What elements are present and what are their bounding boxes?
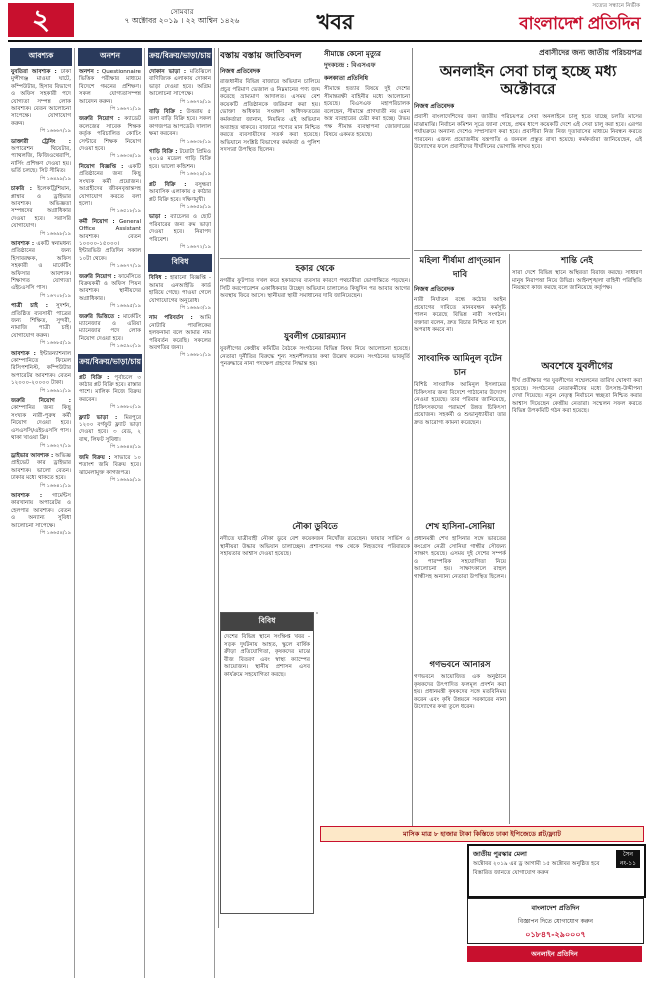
classified-ad (11, 493, 71, 537)
section-divider (414, 250, 642, 251)
news-story-mahila (414, 254, 506, 344)
news-story-jatibodol (220, 48, 320, 258)
ad-reference: পি ১৬৬৪১/১৯ (40, 482, 71, 489)
ad-text: আমি নোটারি পাবলিকের হলফনামা বলে আমার নাম পরিবর্তন করেছি। সকলের অবগতির জন্য। (149, 315, 211, 351)
story-body: প্রধানমন্ত্রী শেখ হাসিনার সঙ্গে ভারতের কংগ্রেস নেত্রী সোনিয়া গান্ধীর সৌজন্য সাক্ষাৎ হয়েছে। এসময় দুই দেশের সম্পর্ক ও পারস্পরিক সহযোগিতা নিয়ে আলোচনা হয়। সাক্ষাৎকালে রাহুল গান্ধীসহ অন্যান্য নেতারা উপস্থিত ছিলেন। (414, 536, 506, 580)
ad-lead: আবশ্যক : (11, 492, 43, 499)
ad-text: সাভারে ১০ শতাংশ জমি বিক্রয় হবে। ঝামেলামুক্ত কাগজপত্র। (79, 454, 142, 476)
ad-lead: আবশ্যক : (11, 240, 35, 247)
classified-ad (79, 314, 141, 351)
advertise-banner (467, 898, 644, 944)
banner-phone: ০১৮৪৭-২৯০০০৭ (525, 930, 586, 939)
classified-ad (149, 214, 211, 251)
column-divider (509, 254, 510, 824)
classified-ad (79, 116, 141, 160)
weekday: সোমবার (170, 8, 194, 16)
ad-reference: পি ১৬৬৯৯/১৯ (110, 476, 141, 483)
ad-lead: জরুরি নিয়োগ : (79, 273, 116, 280)
story-byline: নিজস্ব প্রতিবেদক (414, 103, 455, 110)
story-headline: শেখ হাসিনা-সোনিয়া (425, 522, 495, 532)
ad-reference: পি ১৬৬৮১/১৯ (180, 352, 211, 359)
news-story-hasina-sonia (414, 520, 506, 650)
ad-reference: পি ১৬৬৯৮/১৯ (40, 230, 71, 237)
newspaper-logo (470, 3, 642, 37)
column-divider (218, 48, 219, 928)
news-story-hawker (220, 262, 410, 322)
ad-lead: কর্মী নিয়োগ : (79, 218, 115, 225)
ad-reference: পি ১৬৬৮৫/১৯ (40, 340, 71, 347)
lottery-line: অক্টোবর ২০১৯ এর ড্র আগামী ১৫ অক্টোবর অনুষ্ঠিত হবে (473, 861, 600, 867)
column-heading: ক্রয়/বিক্রয়/ভাড়া/চায় (148, 48, 212, 66)
column-heading: আবশ্যক (10, 48, 72, 66)
ad-text: গার্মেন্টস কারখানায় অপারেটর ও হেলপার আবশ্যক। বেতন ও অন্যান্য সুবিধা আলোচনা সাপেক্ষে। (11, 492, 72, 529)
ad-text: ইন্টারন্যাশনাল কোম্পানিতে ফিমেল রিসিপশনিস্ট, কম্পিউটার অপারেটর আবশ্যক। বেতন ১২০০০-২০০০০ টাকা। (11, 350, 71, 387)
ad-reference: পি ১৬৬২৭/১৯ (40, 442, 71, 449)
banner-title: বাংলাদেশ প্রতিদিন (531, 904, 580, 912)
masthead (0, 0, 650, 40)
story-subheadline: দুদকচন্দ্র : বিএসএফ (324, 61, 376, 69)
story-headline: গণভবনে আনারস (429, 660, 491, 670)
ad-lead: আবশ্যক : (11, 350, 36, 357)
story-headline: সীমান্তে কেনো মৃত্যুর (324, 49, 381, 58)
ad-text: ইলেকট্রিশিয়ান, প্লাম্বার ও ড্রাইভার আবশ্যক। অভিজ্ঞতা সম্পন্নদের অগ্রাধিকার দেওয়া হবে। সরাসরি যোগাযোগ। (11, 186, 71, 230)
story-body: বিশিষ্ট সাংবাদিক আমিনুল ইসলামের চিকিৎসার জন্য বিদেশে পাঠানোর উদ্যোগ নেওয়া হয়েছে। তার পরিবার জানিয়েছে, চিকিৎসকদের পরামর্শে উন্নত চিকিৎসা প্রয়োজন। সহকর্মী ও শুভানুধ্যায়ীরা তার দ্রুত আরোগ্য কামনা করেছেন। (414, 382, 506, 426)
ad-text: ঢাকা মুন্সীগঞ্জ মাওয়া ঘাটে, কম্পিউটার, হিসাব বিভাগে ও অফিস সহকারী পদে যোগ্যতা সম্পন্ন লোক আবশ্যক। বেতন আলোচনা সাপেক্ষে। যোগাযোগ করুন। (11, 69, 72, 127)
ad-lead: যুবতিরা আবশ্যক : (11, 69, 57, 75)
ad-reference: পি ১৬৬৭১/১৯ (110, 106, 141, 113)
ad-reference: পি ১৬৬৫৪/১৯ (40, 529, 71, 536)
column-heading: অনশন (78, 48, 142, 66)
news-story-ganobhaban (414, 658, 506, 818)
ad-lead: জরুরি ভিত্তিতে : (79, 313, 120, 320)
story-body: নগরীর ফুটপাত দখল করে হকারদের ব্যবসার কারণে পথচারীরা ভোগান্তিতে পড়ছেন। সিটি করপোরেশন একাধিকবার উচ্ছেদ অভিযান চালালেও কিছুদিন পর আবার আগের অবস্থায় ফিরে আসে। স্থানীয়রা স্থায়ী সমাধানের দাবি জানিয়েছেন। (220, 278, 410, 300)
story-headline: নৌকা ডুবিতে (292, 522, 338, 532)
section-divider (220, 258, 410, 259)
ad-reference: পি ১৬৫৯০/১৯ (110, 343, 141, 350)
classified-column-3 (146, 48, 215, 978)
ad-list (76, 375, 144, 485)
ad-reference: পি ১৬৪৯৯/১৯ (40, 175, 71, 182)
ad-reference: পি ১৬৬৩৮/১৯ (180, 138, 211, 145)
ad-text: বসুন্ধরা আবাসিক এলাকায় ৫ কাঠার প্লট বিক্রি হবে। দক্ষিণমুখী। (149, 181, 212, 203)
box-heading: বিবিধ (221, 613, 313, 631)
section-title: খবর (316, 9, 354, 34)
ad-text: মার্কেটিং ম্যানেজার ও এরিয়া ম্যানেজার পদে লোক নিয়োগ দেওয়া হবে। (79, 313, 142, 342)
news-story-juboleague-finally (512, 360, 642, 820)
box-body: দেশের বিভিন্ন স্থানে সংক্ষিপ্ত খবর - সড়ক দুর্ঘটনায় আহত, স্কুলে বার্ষিক ক্রীড়া প্রতিযোগিতা, কৃষকদের মাঝে বীজ বিতরণ এবং স্বাস্থ্য ক্যাম্পের আয়োজন। স্থানীয় প্রশাসন এসব কার্যক্রমে সহযোগিতা করছে। (224, 634, 310, 678)
ad-lead: জমি বিক্রয় : (79, 454, 111, 461)
story-headline: মহিলা শীর্ষামা প্রাণ্তয়ান দাবি (419, 256, 501, 280)
classified-ad (149, 182, 211, 212)
ad-list (146, 275, 214, 359)
lottery-badge: সৈন নং-১১ (616, 850, 640, 868)
story-body: দীর্ঘ প্রতীক্ষার পর যুবলীগের সম্মেলনের তারিখ ঘোষণা করা হয়েছে। সংগঠনের নেতাকর্মীদের মধ্যে উৎসাহ-উদ্দীপনা দেখা দিয়েছে। নতুন নেতৃত্ব নির্বাচনে স্বচ্ছতা নিশ্চিত করার আশ্বাস দিয়েছেন কেন্দ্রীয় নেতারা। সম্মেলন সফল করতে বিভিন্ন উপকমিটি গঠন করা হয়েছে। (512, 378, 642, 415)
ad-reference: পি ১৬৬৭৯/১৯ (180, 98, 211, 105)
classified-ad (79, 219, 141, 271)
classified-ad (11, 186, 71, 238)
classified-ad (79, 455, 141, 485)
ad-text: একটি স্বনামধন্য প্রতিষ্ঠানের জন্য হিসাবরক্ষক, অফিস সহকারী ও মার্কেটিং অফিসার আবশ্যক। শিক্ষাগত যোগ্যতা এইচএসসি পাস। (11, 240, 72, 292)
ad-text: অপারেশন থিয়েটার, প্যাথলজি, ফিজিওথেরাপি, নার্সিং প্রশিক্ষণ দেওয়া হয়। ভর্তি চলছে। সিট সীমিত। (11, 146, 71, 175)
classified-column-1 (8, 48, 75, 978)
ad-lead: ফ্ল্যাট ভাড়া : (79, 414, 118, 421)
page-number: ২ (8, 3, 74, 37)
ad-text: মতিঝিলে বাণিজ্যিক এলাকায় দোকান ভাড়া দেওয়া হবে। অগ্রিম আলোচনা সাপেক্ষে। (149, 69, 211, 98)
ad-lead: ভাড়া : (149, 214, 167, 221)
news-main-story (414, 48, 642, 248)
classified-ad (149, 275, 211, 312)
ad-lead: ড্রাইভার আবশ্যক : (11, 452, 54, 459)
story-body: সীমান্তে হত্যার বিষয়ে দুই দেশের সীমান্তরক্ষী বাহিনীর মধ্যে আলোচনা হয়েছে। বিএসএফ মহাপরিচালক বলেছেন, সীমান্তে প্রাণঘাতী নয় এমন অস্ত্র ব্যবহারের চেষ্টা করা হচ্ছে। উভয় পক্ষ সীমান্ত ব্যবস্থাপনা জোরদারের বিষয়ে একমত হয়েছে। (324, 86, 410, 138)
classified-ad (79, 375, 141, 412)
ad-lead: নিয়োগ বিজ্ঞপ্তি : (79, 163, 124, 170)
column-subheading: বিবিধ (148, 254, 212, 272)
ad-list (146, 69, 214, 251)
ad-reference: পি ১৬৬৯৫/১৯ (110, 303, 141, 310)
ad-text: একটি প্রতিষ্ঠানের জন্য কিছু সংখ্যক কর্মী প্রয়োজন। আগ্রহীদের জীবনবৃত্তান্তসহ যোগাযোগ করতে বলা হলো। (79, 163, 142, 207)
ad-text: হারানো বিজ্ঞপ্তি - আমার এনআইডি কার্ড হারিয়ে গেছে। পাওয়া গেলে যোগাযোগের অনুরোধ। (149, 275, 212, 304)
ad-text: ফার্মেসিতে বিক্রয়কর্মী ও অফিস পিয়ন আবশ্যক। স্থানীয়দের অগ্রাধিকার। (79, 273, 141, 302)
ad-lead: নাম পরিবর্তন : (149, 315, 193, 322)
story-headline: সাংবাদিক আমিনুল বৃটেন চান (417, 354, 503, 378)
ad-reference: পি ১৬৬৭২/১৯ (180, 243, 211, 250)
ad-lead: প্লট বিক্রি : (79, 374, 110, 381)
ad-reference: পি ১৬৬২৯/১৯ (180, 171, 211, 178)
classified-ad (79, 69, 141, 113)
ad-reference: পি ১৬৫১৮/১৯ (110, 208, 141, 215)
story-body: প্রবাসী বাংলাদেশিদের জন্য জাতীয় পরিচয়পত্র সেবা অনলাইনে চালু হতে যাচ্ছে চলতি মাসের মাঝামাঝি। নির্বাচন কমিশন সূত্রে জানা গেছে, প্রথম ধাপে কয়েকটি দেশে এই সেবা চালু করা হবে। এরপর পর্যায়ক্রমে অন্যান্য দেশেও সম্প্রসারণ করা হবে। প্রবাসীরা নিজ নিজ দূতাবাসের মাধ্যমে নিবন্ধন করতে পারবেন। এজন্য প্রয়োজনীয় যন্ত্রপাতি ও জনবল প্রস্তুত রাখা হয়েছে। কর্মকর্তারা জানিয়েছেন, এই উদ্যোগের ফলে প্রবাসীদের দীর্ঘদিনের ভোগান্তি লাঘব হবে। (414, 114, 642, 151)
ad-lead: বিবিধ : (149, 275, 168, 282)
ad-text: উত্তরায় ৫ তলা বাড়ি বিক্রি হবে। সকল কাগজপত্র আপডেট। দালাল ক্ষমা করবেন। (149, 109, 211, 138)
ad-text: সুদর্শন, প্রতিষ্ঠিত ব্যবসায়ী পাত্রের জন্য শিক্ষিত, সুন্দরী, নামাজি পাত্রী চাই। যোগাযোগ করুন। (11, 303, 72, 339)
lottery-notice (467, 844, 646, 898)
ad-lead: গাড়ি বিক্রি : (149, 149, 178, 156)
ad-text: মিরপুরে ১২০০ বর্গফুট ফ্ল্যাট ভাড়া দেওয়া হবে। ৩ বেড, ২ বাথ, লিফট সুবিধা। (79, 414, 142, 443)
story-headline: শান্তি নেই (561, 256, 593, 266)
ad-list (76, 69, 144, 351)
ad-text: কোম্পানির জন্য কিছু সংখ্যক নারী-পুরুষ কর্মী নিয়োগ দেওয়া হবে। এসএসসি/এইচএসসি পাস। থাকা খাওয়া ফ্রি। (11, 405, 71, 442)
ad-text: ব্যাচেলর ও ছোট পরিবারের জন্য রুম ভাড়া দেওয়া হবে। নিরাপদ পরিবেশ। (149, 214, 211, 243)
ad-lead: অনশন : (79, 69, 100, 75)
header-rule (8, 40, 642, 42)
story-body: যুবলীগের কেন্দ্রীয় কমিটির বৈঠকে সংগঠনের বিভিন্ন বিষয় নিয়ে আলোচনা হয়েছে। নেতারা দুর্নীতির বিরুদ্ধে শূন্য সহনশীলতার কথা উল্লেখ করেন। সংগঠনের ভাবমূর্তি পুনরুদ্ধারে নানা পদক্ষেপ গ্রহণের সিদ্ধান্ত হয়। (220, 346, 410, 368)
ad-reference: পি ১৬৬৮০/১৯ (110, 404, 141, 411)
classified-ad (79, 164, 141, 216)
story-byline: নিজস্ব প্রতিবেদক (220, 68, 261, 75)
story-body: রাজধানীর বিভিন্ন বাজারে অভিযান চালিয়ে প্রচুর পরিমাণ ভেজাল ও নিম্নমানের পণ্য জব্দ করেছে ভ্রাম্যমাণ আদালত। এসময় বেশ কয়েকটি প্রতিষ্ঠানকে জরিমানা করা হয়। ভোক্তা অধিকার সংরক্ষণ অধিদফতরের কর্মকর্তারা জানান, নিয়মিত এই অভিযান অব্যাহত থাকবে। বাজারে পণ্যের মান নিশ্চিত করতে ব্যবসায়ীদের সতর্ক করা হয়েছে। অভিযানে সংশ্লিষ্ট বিভাগের কর্মকর্তা ও পুলিশ সদস্যরা উপস্থিত ছিলেন। (220, 79, 320, 154)
logo-tagline: সত্যের সন্ধানে নির্ভীক (592, 3, 640, 9)
classified-ad (149, 149, 211, 179)
classified-ad (11, 139, 71, 183)
news-story-boat-capsize (220, 520, 410, 600)
ad-text: Questionnaire ভিত্তিক পরীক্ষার মাধ্যমে বিদেশে গমনের প্রশিক্ষণ। সকল যোগ্যতাসম্পন্ন আবেদন করুন। (79, 69, 141, 105)
classified-ad (11, 453, 71, 490)
story-body: নারী নির্যাতন বন্ধে কঠোর আইন প্রয়োগের দাবিতে মানববন্ধন কর্মসূচি পালন করেছে বিভিন্ন নারী সংগঠন। বক্তারা বলেন, দ্রুত বিচার নিশ্চিত না হলে অপরাধ কমবে না। (414, 297, 506, 334)
ad-text: পূর্বাচলে ৩ কাঠার প্লট বিক্রি হবে। রাস্তার পাশে। মালিক নিজে বিক্রয় করবেন। (79, 374, 141, 403)
story-headline: যুবলীগ চেয়ারম্যান (284, 332, 346, 342)
promo-text: মাসিক মাত্র ৮ হাজার টাকা কিস্তিতে ঢাকা ইপিজেডে প্লট/ফ্ল্যাট (403, 830, 561, 838)
ad-reference: পি ১৬৬৬৭/১৯ (40, 128, 71, 135)
news-story-juboleague-chairman (220, 330, 410, 420)
ad-reference: পি ১৬৬৩৪/১৯ (110, 153, 141, 160)
main-kicker: প্রবাসীদের জন্য জাতীয় পরিচয়পত্র (539, 48, 642, 57)
classified-ad (11, 69, 71, 136)
ad-reference: পি ১৬৬৯১/১৯ (40, 387, 71, 394)
ad-lead: বাড়ি বিক্রি : (149, 109, 182, 116)
classified-ad (11, 351, 71, 395)
ad-text: ক্যাডেট কলেজের সাবেক শিক্ষক কর্তৃক পরিচালিত কোচিং সেন্টারে শিক্ষক নিয়োগ দেওয়া হবে। (79, 116, 141, 153)
ad-lead: ডাক্তারী ট্রেনিং : (11, 138, 71, 145)
column-subheading: ক্রয়/বিক্রয়/ভাড়া/চায় (78, 354, 142, 372)
lottery-title: জাতীয় পুরস্কার মেলা (473, 850, 527, 858)
ad-reference: পি ১৬৭০৮/১৯ (40, 292, 71, 299)
story-byline: নিজস্ব প্রতিবেদক (414, 286, 455, 293)
ad-text: General Office Assistant আবশ্যক। বেতন ১০০০০-১৫০০০। ইন্টারভিউ প্রতিদিন সকাল ১০টা থেকে। (79, 218, 141, 262)
ad-text: অভিজ্ঞ প্রাইভেট কার ড্রাইভার আবশ্যক। ভালো বেতন। ঢাকার মধ্যে থাকতে হবে। (11, 452, 71, 482)
ad-reference: পি ১৬৬৫৯/১৯ (180, 203, 211, 210)
ad-lead: দোকান ভাড়া : (149, 69, 187, 75)
story-headline: হকার থেকে (295, 264, 335, 274)
logo-text: বাংলাদেশ প্রতিদিন (519, 14, 640, 34)
ad-reference: পি ১৬৬৯৩/১৯ (180, 304, 211, 311)
ad-list (8, 69, 74, 537)
story-headline: অবশেষে যুবলীগের (541, 361, 613, 372)
ad-text: টয়োটা প্রিমিও ২০১৪ মডেল গাড়ি বিক্রি হবে। ভালো কন্ডিশন। (149, 149, 211, 170)
classified-ad (11, 398, 71, 450)
classified-ad (11, 303, 71, 347)
story-byline: কলকাতা প্রতিনিধি (324, 75, 369, 82)
story-body: গণভবনে আয়োজিত এক অনুষ্ঠানে কৃষকদের উৎপাদিত ফলমূল প্রদর্শন করা হয়। প্রধানমন্ত্রী কৃষকদের সঙ্গে মতবিনিময় করেন এবং কৃষি উন্নয়নে সরকারের নানা উদ্যোগের কথা তুলে ধরেন। (414, 674, 506, 711)
ad-lead: প্লট বিক্রি : (149, 181, 187, 188)
ad-lead: চাকরি : (11, 186, 32, 193)
news-story-border (324, 48, 410, 248)
classified-ad (79, 415, 141, 452)
banner-subtitle: বিজ্ঞাপন দিতে যোগাযোগ করুন (518, 918, 593, 925)
story-body: নদীতে যাত্রীবাহী নৌকা ডুবে বেশ কয়েকজন নিখোঁজ রয়েছেন। ফায়ার সার্ভিস ও স্থানীয়রা উদ্ধার অভিযান চালাচ্ছেন। প্রশাসনের পক্ষ থেকে নিহতদের পরিবারকে সহায়তার আশ্বাস দেওয়া হয়েছে। (220, 536, 410, 558)
story-body: সারা দেশে বিভিন্ন স্থানে অস্থিরতা বিরাজ করছে। সাধারণ মানুষ নিরাপত্তা নিয়ে উদ্বিগ্ন। আইনশৃঙ্খলা বাহিনী পরিস্থিতি নিয়ন্ত্রণে কাজ করছে বলে জানিয়েছে কর্তৃপক্ষ। (512, 270, 642, 292)
ad-lead: পাত্রী চাই : (11, 303, 49, 310)
classified-ad (149, 109, 211, 146)
classified-ad (79, 274, 141, 311)
story-headline: বস্তায় বস্তায় জাতিবদল (220, 51, 302, 61)
news-story-aminul (414, 352, 506, 512)
classified-ad (149, 69, 211, 106)
news-box-bibidh (220, 612, 314, 914)
main-headline: অনলাইন সেবা চালু হচ্ছে মধ্য অক্টোবরে (439, 62, 617, 98)
publication-date: ৭ অক্টোবর ২০১৯ । ২২ আশ্বিন ১৪২৬ (124, 16, 240, 25)
footer-text: অনলাইন প্রতিদিন (531, 950, 578, 958)
news-story-shanti (512, 254, 642, 304)
column-divider (412, 48, 413, 826)
ad-reference: পি ১৬৬৭৭/১৯ (110, 263, 141, 270)
ad-reference: পি ১৬৬৪৪/১৯ (110, 444, 141, 451)
promo-banner (320, 826, 644, 842)
classified-column-2 (76, 48, 145, 978)
ad-lead: জরুরি নিয়োগ : (11, 398, 71, 405)
ad-lead: জরুরি নিয়োগ : (79, 116, 121, 123)
classified-ad (149, 315, 211, 359)
lottery-line: বিস্তারিত জানতে যোগাযোগ করুন (473, 870, 549, 876)
classified-ad (11, 241, 71, 300)
footer-strip (467, 946, 642, 962)
